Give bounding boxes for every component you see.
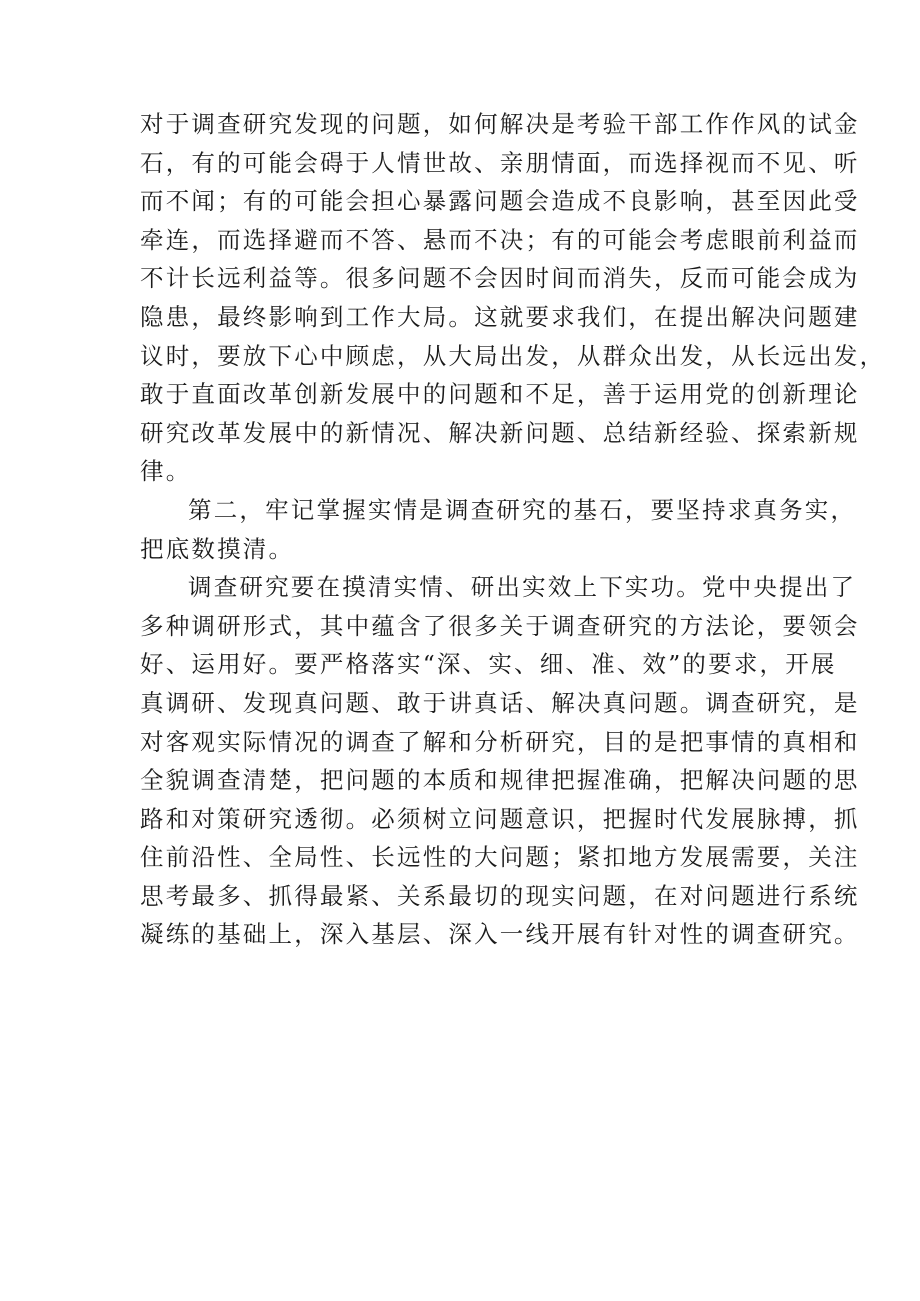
paragraph-3-line-6: 全貌调查清楚，把问题的本质和规律把握准确，把解决问题的思 (140, 766, 860, 795)
paragraph-1-line-4: 牵连，而选择避而不答、悬而不决；有的可能会考虑眼前利益而 (140, 225, 860, 254)
paragraph-1-line-9: 研究改革发展中的新情况、解决新问题、总结新经验、探索新规 (140, 418, 860, 447)
paragraph-1-line-8: 敢于直面改革创新发展中的问题和不足，善于运用党的创新理论 (140, 380, 860, 409)
paragraph-1-line-2: 石，有的可能会碍于人情世故、亲朋情面，而选择视而不见、听 (140, 148, 860, 177)
paragraph-3-line-5: 对客观实际情况的调查了解和分析研究，目的是把事情的真相和 (140, 727, 860, 756)
paragraph-2-line-2: 把底数摸清。 (140, 534, 295, 563)
paragraph-2-line-1: 第二，牢记掌握实情是调查研究的基石，要坚持求真务实， (188, 495, 857, 524)
paragraph-3-line-1: 调查研究要在摸清实情、研出实效上下实功。党中央提出了 (188, 573, 857, 602)
paragraph-1-line-5: 不计长远利益等。很多问题不会因时间而消失，反而可能会成为 (140, 264, 860, 293)
paragraph-1-line-1: 对于调查研究发现的问题，如何解决是考验干部工作作风的试金 (140, 110, 860, 138)
paragraph-3-line-7: 路和对策研究透彻。必须树立问题意识，把握时代发展脉搏，抓 (140, 804, 860, 833)
paragraph-3-line-3: 好、运用好。要严格落实“深、实、细、准、效”的要求，开展 (140, 650, 837, 679)
paragraph-3-line-10: 凝练的基础上，深入基层、深入一线开展有针对性的调查研究。 (140, 920, 860, 949)
paragraph-1-line-7: 议时，要放下心中顾虑，从大局出发，从群众出发，从长远出发， (140, 341, 886, 370)
paragraph-3-line-2: 多种调研形式，其中蕴含了很多关于调查研究的方法论，要领会 (140, 611, 860, 640)
paragraph-3-line-9: 思考最多、抓得最紧、关系最切的现实问题，在对问题进行系统 (140, 881, 860, 910)
paragraph-1-line-3: 而不闻；有的可能会担心暴露问题会造成不良影响，甚至因此受 (140, 187, 860, 216)
document-body (140, 105, 886, 954)
paragraph-3-line-4: 真调研、发现真问题、敢于讲真话、解决真问题。调查研究，是 (140, 688, 860, 717)
paragraph-1-line-10: 律。 (140, 457, 192, 486)
paragraph-3-line-8: 住前沿性、全局性、长远性的大问题；紧扣地方发展需要，关注 (140, 843, 860, 872)
paragraph-1-line-6: 隐患，最终影响到工作大局。这就要求我们，在提出解决问题建 (140, 302, 860, 331)
